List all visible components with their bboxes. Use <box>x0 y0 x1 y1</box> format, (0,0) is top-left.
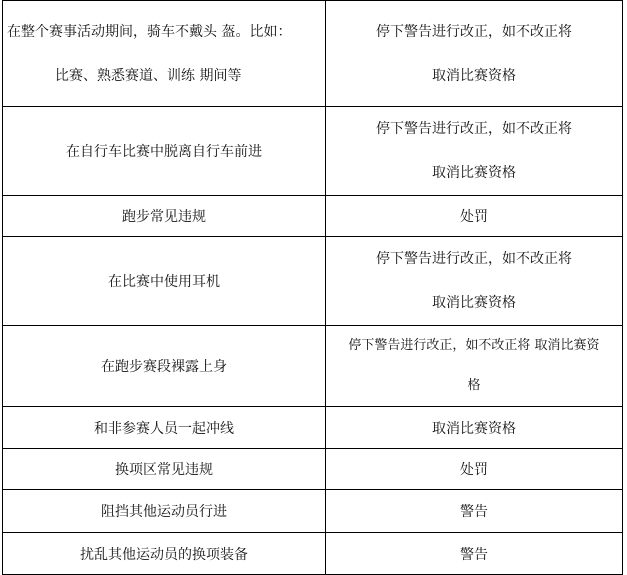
table-row <box>3 326 623 407</box>
penalty-text-line: 警告 <box>460 504 488 520</box>
violation-cell <box>3 196 326 237</box>
penalty-cell <box>326 237 623 326</box>
table-row <box>3 237 623 326</box>
penalty-text-line: 处罚 <box>460 462 488 478</box>
penalty-cell <box>326 449 623 490</box>
violation-text-line: 阻挡其他运动员行进 <box>101 504 227 520</box>
violation-cell <box>3 449 326 490</box>
table-row <box>3 407 623 449</box>
violations-table <box>2 0 623 575</box>
violation-text-line: 换项区常见违规 <box>115 462 213 478</box>
penalty-text-line: 停下警告进行改正，如不改正将 <box>376 23 572 40</box>
violation-text-line: 在整个赛事活动期间，骑车不戴头 盔。比如： <box>7 23 292 40</box>
penalty-cell <box>326 107 623 196</box>
penalty-text-line: 停下警告进行改正，如不改正将 <box>376 121 572 137</box>
violation-cell <box>3 326 326 407</box>
table-row <box>3 196 623 237</box>
penalty-text-line: 停下警告进行改正，如不改正将 <box>376 251 572 267</box>
table-row <box>3 490 623 533</box>
violation-text-line: 扰乱其他运动员的换项装备 <box>80 546 248 563</box>
violation-cell <box>3 407 326 449</box>
violation-text-line: 在跑步赛段裸露上身 <box>101 359 227 375</box>
violation-cell <box>3 1 326 107</box>
penalty-text-line: 取消比赛资格 <box>432 295 516 311</box>
violation-cell <box>3 490 326 533</box>
violation-cell <box>3 533 326 575</box>
violation-text-line: 在自行车比赛中脱离自行车前进 <box>66 144 262 160</box>
violation-text-line: 跑步常见违规 <box>122 209 206 225</box>
table-row <box>3 1 623 107</box>
table-row <box>3 449 623 490</box>
penalty-cell <box>326 533 623 575</box>
penalty-cell <box>326 1 623 107</box>
penalty-text-line: 取消比赛资格 <box>432 165 516 181</box>
penalty-text-line: 停下警告进行改正，如不改正将 取消比赛资 <box>348 338 600 353</box>
violation-cell <box>3 107 326 196</box>
violation-text-line: 和非参赛人员一起冲线 <box>94 420 234 437</box>
penalty-cell <box>326 490 623 533</box>
violation-cell <box>3 237 326 326</box>
penalty-cell <box>326 196 623 237</box>
violation-text-line: 比赛、熟悉赛道、训练 期间等 <box>55 67 242 84</box>
penalty-text-line: 取消比赛资格 <box>432 67 516 84</box>
penalty-text-line: 取消比赛资格 <box>432 420 516 437</box>
violation-text-line: 在比赛中使用耳机 <box>108 274 220 290</box>
penalty-text-line: 格 <box>467 378 481 393</box>
table-row <box>3 107 623 196</box>
penalty-text-line: 警告 <box>460 546 488 563</box>
table-row <box>3 533 623 575</box>
penalty-cell <box>326 407 623 449</box>
penalty-cell <box>326 326 623 407</box>
penalty-text-line: 处罚 <box>460 209 488 225</box>
